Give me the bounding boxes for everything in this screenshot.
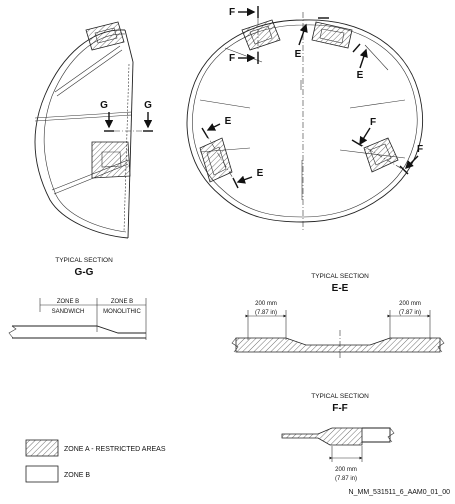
ee-dim-right-in: (7.87 in) [398,310,422,316]
legend [26,440,166,482]
label-f-2: F [228,53,236,64]
section-g-g [9,257,146,340]
section-gg-name: G-G [74,267,94,278]
drawing-reference: N_MM_531511_6_AAM0_01_00 [348,489,450,496]
ee-dim-left-mm: 200 mm [255,301,277,307]
gg-zone-b-label-1: ZONE B [56,299,80,305]
section-f-f [282,393,394,482]
label-g-left: G [100,100,108,111]
section-ff-caption: TYPICAL SECTION [311,393,369,400]
label-f-1: F [228,7,236,18]
ff-dim-in: (7.87 in) [334,476,358,482]
label-f-3: F [369,117,377,128]
gg-sandwich-label: SANDWICH [51,309,85,315]
gg-zone-b-label-2: ZONE B [110,299,134,305]
section-ee-caption: TYPICAL SECTION [311,273,369,280]
legend-zone-a-label: ZONE A - RESTRICTED AREAS [64,446,166,453]
ee-dim-left-in: (7.87 in) [254,310,278,316]
label-e-1: E [294,49,302,60]
label-e-2: E [356,70,364,81]
ff-dim-mm: 200 mm [335,467,357,473]
legend-swatch-zone-b [26,466,58,482]
section-gg-caption: TYPICAL SECTION [55,257,113,264]
gg-monolithic-label: MONOLITHIC [103,309,141,315]
legend-swatch-zone-a [26,440,58,456]
side-view [35,22,153,238]
legend-zone-b-label: ZONE B [64,472,91,479]
label-g-right: G [144,100,152,111]
section-ee-name: E-E [331,283,349,294]
ee-dim-right-mm: 200 mm [399,301,421,307]
label-e-4: E [256,168,264,179]
section-ff-name: F-F [332,403,348,414]
front-view [187,6,423,232]
label-e-3: E [224,116,232,127]
label-f-4: F [416,144,424,155]
section-e-e [232,273,444,360]
